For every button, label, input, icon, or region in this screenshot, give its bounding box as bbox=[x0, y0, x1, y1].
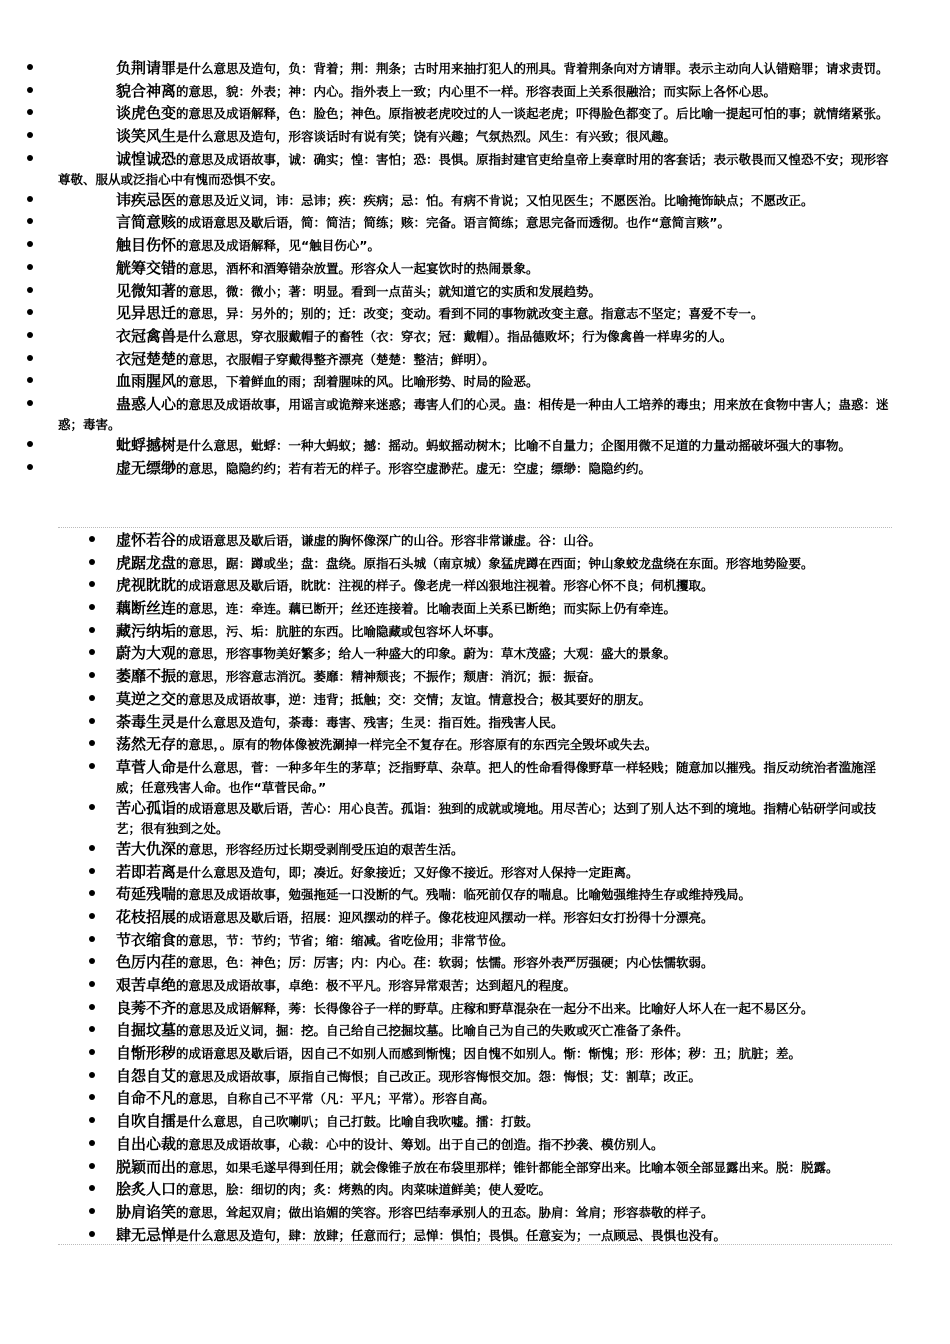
idiom-definition: 的意思及成语故事，卓绝：极不平凡。形容异常艰苦；达到超凡的程度。 bbox=[176, 978, 577, 993]
idiom-term: 谈笑风生 bbox=[116, 127, 177, 146]
list-item bbox=[0, 839, 950, 862]
bullet-icon bbox=[89, 804, 95, 810]
idiom-term: 讳疾忌医 bbox=[116, 190, 177, 209]
list-item bbox=[0, 1043, 950, 1066]
list-item bbox=[0, 1179, 950, 1202]
bullet-icon bbox=[89, 1163, 95, 1169]
list-item bbox=[0, 798, 950, 839]
bullet-icon bbox=[27, 332, 33, 338]
idiom-definition: 的意思，如果毛遂早得到任用；就会像锥子放在布袋里那样；锥针都能全部穿出来。比喻本领全部显露出来。脱：脱露。 bbox=[176, 1159, 839, 1175]
list-item bbox=[0, 394, 950, 435]
idiom-term: 色厉内荏 bbox=[116, 953, 177, 972]
idiom-term: 自吹自擂 bbox=[116, 1112, 177, 1131]
idiom-definition: 的意思及成语故事，勉强拖延一口没断的气。残喘：临死前仅存的喘息。比喻勉强维持生存或维持残局。 bbox=[176, 887, 752, 903]
idiom-term: 藕断丝连 bbox=[116, 599, 177, 618]
bullet-icon bbox=[89, 868, 95, 874]
idiom-term: 蚍蜉撼树 bbox=[116, 435, 177, 454]
idiom-term: 节衣缩食 bbox=[116, 930, 177, 949]
idiom-term: 衣冠楚楚 bbox=[116, 349, 177, 368]
list-item bbox=[0, 190, 950, 213]
idiom-term: 肆无忌惮 bbox=[116, 1225, 177, 1244]
list-item bbox=[0, 1111, 950, 1134]
bullet-icon bbox=[89, 649, 95, 655]
list-item bbox=[0, 1020, 950, 1043]
bullet-icon bbox=[89, 1117, 95, 1123]
idiom-definition: 的意思，节：节约；节省；缩：缩减。省吃俭用；非常节俭。 bbox=[176, 932, 514, 948]
list-item bbox=[0, 952, 950, 975]
idiom-term: 见异思迁 bbox=[116, 304, 177, 323]
bullet-icon bbox=[89, 559, 95, 565]
bullet-icon bbox=[89, 913, 95, 919]
idiom-definition: 是什么意思，穿衣服戴帽子的畜牲（衣：穿衣；冠：戴帽）。指品德败坏；行为像禽兽一样卑劣的人。 bbox=[176, 328, 733, 344]
idiom-term: 自惭形秽 bbox=[116, 1044, 177, 1063]
list-item bbox=[0, 598, 950, 621]
list-item bbox=[0, 907, 950, 930]
idiom-definition: 是什么意思及造句，形容谈话时有说有笑；饶有兴趣；气氛热烈。风生：有兴致；很风趣。 bbox=[176, 129, 677, 145]
list-item bbox=[0, 326, 950, 349]
idiom-definition: 是什么意思，蚍蜉：一种大蚂蚁；撼：摇动。蚂蚁摇动树木；比喻不自量力；企图用微不足道的力量动摇破坏强大的事物。 bbox=[176, 437, 852, 453]
idiom-term: 见微知著 bbox=[116, 281, 177, 300]
bullet-icon bbox=[27, 355, 33, 361]
list-item bbox=[0, 884, 950, 907]
idiom-term: 虎踞龙盘 bbox=[116, 553, 177, 572]
idiom-definition: 的意思，隐隐约约；若有若无的样子。形容空虚渺茫。虚无：空虚；缥缈：隐隐约约。 bbox=[176, 460, 652, 476]
idiom-definition: 的意思及成语解释，莠：长得像谷子一样的野草。庄稼和野草混杂在一起分不出来。比喻好人坏人在一起不易区分。 bbox=[176, 1000, 814, 1016]
idiom-definition: 的意思，踞：蹲或坐；盘：盘绕。原指石头城（南京城）象猛虎蹲在西面；钟山象蛟龙盘绕在东面。形容地势险要。 bbox=[176, 555, 814, 571]
idiom-list-primary bbox=[0, 58, 950, 480]
list-item bbox=[0, 371, 950, 394]
idiom-definition: 的意思，耸起双肩；做出谄媚的笑容。形容巴结奉承别人的丑态。胁肩：耸肩；形容恭敬的样子。 bbox=[176, 1204, 714, 1220]
idiom-term: 艰苦卓绝 bbox=[116, 976, 177, 994]
bullet-icon bbox=[27, 309, 33, 315]
idiom-definition: 的意思及成语故事，逆：违背；抵触；交：交情；友谊。情意投合；极其要好的朋友。 bbox=[176, 691, 652, 707]
idiom-term: 草菅人命 bbox=[116, 757, 177, 776]
list-item bbox=[0, 58, 950, 81]
bullet-icon bbox=[89, 740, 95, 746]
idiom-definition: 的意思，形容经历过长期受剥削受压迫的艰苦生活。 bbox=[176, 841, 464, 857]
bullet-icon bbox=[27, 400, 33, 406]
idiom-definition: 是什么意思及造句，肆：放肆；任意而行；忌惮：惧怕；畏惧。任意妄为；一点顾忌、畏惧也没有。 bbox=[176, 1227, 727, 1243]
idiom-term: 荼毒生灵 bbox=[116, 712, 177, 731]
list-item bbox=[0, 1134, 950, 1157]
bullet-icon bbox=[27, 264, 33, 270]
bullet-icon bbox=[27, 64, 33, 70]
bullet-icon bbox=[27, 196, 33, 202]
bullet-icon bbox=[89, 1185, 95, 1191]
bullet-icon bbox=[89, 1026, 95, 1032]
bullet-icon bbox=[89, 604, 95, 610]
idiom-term: 虎视眈眈 bbox=[116, 576, 177, 595]
idiom-term: 藏污纳垢 bbox=[116, 621, 177, 640]
idiom-term: 荡然无存 bbox=[116, 735, 177, 754]
bullet-icon bbox=[27, 377, 33, 383]
idiom-definition: 是什么意思及造句，即；凑近。好象接近；又好像不接近。形容对人保持一定距离。 bbox=[176, 864, 639, 880]
bullet-icon bbox=[89, 627, 95, 633]
bullet-icon bbox=[89, 718, 95, 724]
list-item bbox=[0, 621, 950, 644]
list-item bbox=[0, 1202, 950, 1225]
list-item bbox=[0, 126, 950, 149]
idiom-term: 萎靡不振 bbox=[116, 667, 177, 686]
list-item bbox=[0, 998, 950, 1021]
idiom-term: 触目伤怀 bbox=[116, 236, 177, 255]
idiom-definition: 的意思及近义词，掘：挖。自己给自己挖掘坟墓。比喻自己为自己的失败或灭亡准备了条件。 bbox=[176, 1023, 689, 1039]
idiom-term: 苦心孤诣 bbox=[116, 798, 177, 817]
idiom-definition: 的意思，下着鲜血的雨；刮着腥味的风。比喻形势、时局的险恶。 bbox=[176, 374, 539, 390]
idiom-definition: 的意思及成语解释，见“触目伤心”。 bbox=[176, 238, 380, 254]
idiom-term: 良莠不齐 bbox=[116, 998, 177, 1017]
list-item bbox=[0, 757, 950, 798]
list-item bbox=[0, 458, 950, 481]
idiom-term: 虚无缥缈 bbox=[116, 458, 177, 477]
idiom-term: 血雨腥风 bbox=[116, 372, 177, 391]
idiom-term: 虚怀若谷 bbox=[116, 531, 177, 549]
bullet-icon bbox=[89, 536, 95, 542]
idiom-term: 自出心裁 bbox=[116, 1134, 177, 1153]
idiom-definition: 是什么意思，自己吹喇叭；自己打鼓。比喻自我吹嘘。擂：打鼓。 bbox=[176, 1114, 539, 1130]
bullet-icon bbox=[89, 981, 95, 987]
idiom-definition: 的意思，衣服帽子穿戴得整齐漂亮（楚楚：整洁；鲜明）。 bbox=[176, 351, 495, 367]
bullet-icon bbox=[89, 1094, 95, 1100]
bullet-icon bbox=[27, 241, 33, 247]
bullet-icon bbox=[27, 109, 33, 115]
idiom-term: 蔚为大观 bbox=[116, 644, 177, 663]
idiom-definition: 的意思及成语故事，用谣言或诡辩来迷惑；毒害人们的心灵。蛊：相传是一种由人工培养的毒虫；用来放在食物中害人；蛊惑：迷惑；毒害。 bbox=[58, 396, 889, 432]
idiom-term: 衣冠禽兽 bbox=[116, 326, 177, 345]
bullet-icon bbox=[27, 287, 33, 293]
idiom-list-secondary bbox=[0, 530, 950, 1247]
idiom-definition: 的意思及近义词，讳：忌讳；疾：疾病；忌：怕。有病不肯说；又怕见医生；不愿医治。比喻掩饰缺点；不愿改正。 bbox=[176, 192, 814, 208]
idiom-term: 自命不凡 bbox=[116, 1089, 177, 1108]
idiom-term: 脍炙人口 bbox=[116, 1180, 177, 1199]
bullet-icon bbox=[27, 441, 33, 447]
idiom-definition: 的成语意思及歇后语，谦虚的胸怀像深广的山谷。形容非常谦虚。谷：山谷。 bbox=[176, 533, 602, 548]
list-item bbox=[0, 281, 950, 304]
idiom-definition: 是什么意思及造句，负：背着；荆：荆条；古时用来抽打犯人的刑具。背着荆条向对方请罪。表示主动向人认错赔罪；请求责罚。 bbox=[176, 61, 889, 76]
idiom-definition: 的成语意思及歇后语，简：简洁；简练；赅：完备。语言简练；意思完备而透彻。也作“意简言赅”。 bbox=[176, 215, 730, 231]
idiom-definition: 的意思，异：另外的；别的；迁：改变；变动。看到不同的事物就改变主意。指意志不坚定；喜爱不专一。 bbox=[176, 306, 764, 322]
section-divider bbox=[58, 527, 892, 528]
bullet-icon bbox=[89, 958, 95, 964]
bullet-icon bbox=[27, 87, 33, 93]
bullet-icon bbox=[27, 218, 33, 224]
idiom-definition: 的意思，形容意志消沉。萎靡：精神颓丧；不振作；颓唐：消沉；振：振奋。 bbox=[176, 669, 602, 685]
bullet-icon bbox=[89, 763, 95, 769]
list-item bbox=[0, 643, 950, 666]
idiom-definition: 是什么意思及造句，荼毒：毒害、残害；生灵：指百姓。指残害人民。 bbox=[176, 714, 564, 730]
bullet-icon bbox=[89, 1004, 95, 1010]
list-item bbox=[0, 734, 950, 757]
bullet-icon bbox=[89, 1072, 95, 1078]
idiom-term: 蛊惑人心 bbox=[116, 394, 177, 413]
idiom-term: 谈虎色变 bbox=[116, 104, 177, 123]
idiom-term: 莫逆之交 bbox=[116, 689, 177, 708]
list-item bbox=[0, 303, 950, 326]
bottom-divider bbox=[58, 1244, 892, 1245]
idiom-definition: 的成语意思及歇后语，招展：迎风摆动的样子。像花枝迎风摆动一样。形容妇女打扮得十分漂亮。 bbox=[176, 909, 714, 925]
idiom-term: 负荆请罪 bbox=[116, 59, 177, 77]
bullet-icon bbox=[27, 155, 33, 161]
bullet-icon bbox=[89, 1140, 95, 1146]
idiom-term: 花枝招展 bbox=[116, 907, 177, 926]
bullet-icon bbox=[89, 672, 95, 678]
bullet-icon bbox=[27, 464, 33, 470]
bullet-icon bbox=[89, 581, 95, 587]
list-item bbox=[0, 103, 950, 126]
idiom-term: 苟延残喘 bbox=[116, 885, 177, 904]
idiom-definition: 的意思，污、垢：肮脏的东西。比喻隐藏或包容坏人坏事。 bbox=[176, 623, 502, 639]
idiom-definition: 的意思及成语故事，诚：确实；惶：害怕；恐：畏惧。原指封建官吏给皇帝上奏章时用的客套话；表示敬畏而又惶恐不安；现形容尊敬、服从或泛指心中有愧而恐惧不安。 bbox=[58, 151, 889, 187]
idiom-definition: 的成语意思及歇后语，苦心：用心良苦。孤诣：独到的成就或境地。用尽苦心；达到了别人达不到的境地。指精心钻研学问或技艺；很有独到之处。 bbox=[116, 800, 877, 836]
idiom-term: 貌合神离 bbox=[116, 81, 177, 100]
list-item bbox=[0, 862, 950, 885]
list-item bbox=[0, 235, 950, 258]
idiom-term: 诚惶诚恐 bbox=[116, 149, 177, 168]
list-item bbox=[0, 149, 950, 190]
idiom-term: 若即若离 bbox=[116, 862, 177, 881]
idiom-definition: 的意思及成语解释，色：脸色；神色。原指被老虎咬过的人一谈起老虎；吓得脸色都变了。后比喻一提起可怕的事；就情绪紧张。 bbox=[176, 106, 889, 122]
list-item bbox=[0, 530, 950, 553]
bullet-icon bbox=[27, 132, 33, 138]
bullet-icon bbox=[89, 936, 95, 942]
idiom-term: 胁肩谄笑 bbox=[116, 1202, 177, 1221]
bullet-icon bbox=[89, 1208, 95, 1214]
list-item bbox=[0, 258, 950, 281]
idiom-definition: 的意思及成语故事，心裁：心中的设计、筹划。出于自己的创造。指不抄袭、模仿别人。 bbox=[176, 1136, 664, 1152]
idiom-definition: 的成语意思及歇后语，因自己不如别人而感到惭愧；因自愧不如别人。惭：惭愧；形：形体；秽：丑；肮脏；差。 bbox=[176, 1046, 802, 1062]
idiom-definition: 的意思，形容事物美好繁多；给人一种盛大的印象。蔚为：草木茂盛；大观：盛大的景象。 bbox=[176, 646, 677, 662]
bullet-icon bbox=[89, 890, 95, 896]
bullet-icon bbox=[89, 1049, 95, 1055]
idiom-definition: 的意思，脍：细切的肉；炙：烤熟的肉。肉菜味道鲜美；使人爱吃。 bbox=[176, 1182, 552, 1198]
idiom-definition: 的意思，色：神色；厉：厉害；内：内心。荏：软弱；怯懦。形容外表严厉强硬；内心怯懦软弱。 bbox=[176, 955, 714, 971]
bullet-icon bbox=[89, 1231, 95, 1237]
list-item bbox=[0, 689, 950, 712]
idiom-definition: 的意思，。原有的物体像被洗涮掉一样完全不复存在。形容原有的东西完全毁坏或失去。 bbox=[176, 737, 658, 753]
idiom-definition: 的意思及成语故事，原指自己悔恨；自己改正。现形容悔恨交加。怨：悔恨；艾：割草；改正。 bbox=[176, 1068, 702, 1084]
idiom-definition: 是什么意思，菅：一种多年生的茅草；泛指野草、杂草。把人的性命看得像野草一样轻贱；随意加以摧残。指反动统治者滥施淫威；任意残害人命。也作“草菅民命。” bbox=[116, 759, 877, 795]
idiom-definition: 的意思，貌：外表；神：内心。指外表上一致；内心里不一样。形容表面上关系很融洽；而实际上各怀心思。 bbox=[176, 83, 777, 99]
list-item bbox=[0, 553, 950, 576]
list-item bbox=[0, 212, 950, 235]
list-item bbox=[0, 666, 950, 689]
idiom-term: 自掘坟墓 bbox=[116, 1021, 177, 1040]
list-item bbox=[0, 1157, 950, 1180]
bullet-icon bbox=[89, 845, 95, 851]
idiom-term: 觥筹交错 bbox=[116, 258, 177, 277]
list-item bbox=[0, 1088, 950, 1111]
list-item bbox=[0, 1066, 950, 1089]
list-item bbox=[0, 575, 950, 598]
idiom-term: 自怨自艾 bbox=[116, 1066, 177, 1085]
idiom-definition: 的成语意思及歇后语，眈眈：注视的样子。像老虎一样凶狠地注视着。形容心怀不良；伺机攫取。 bbox=[176, 578, 714, 594]
list-item bbox=[0, 81, 950, 104]
bullet-icon bbox=[89, 695, 95, 701]
list-item bbox=[0, 712, 950, 735]
idiom-definition: 的意思，微：微小；著：明显。看到一点苗头；就知道它的实质和发展趋势。 bbox=[176, 283, 602, 299]
list-item bbox=[0, 435, 950, 458]
list-item bbox=[0, 930, 950, 953]
idiom-term: 言简意赅 bbox=[116, 213, 177, 232]
idiom-term: 脱颖而出 bbox=[116, 1157, 177, 1176]
idiom-definition: 的意思，酒杯和酒筹错杂放置。形容众人一起宴饮时的热闹景象。 bbox=[176, 260, 539, 276]
idiom-term: 苦大仇深 bbox=[116, 839, 177, 858]
idiom-definition: 的意思，连：牵连。藕已断开；丝还连接着。比喻表面上关系已断绝；而实际上仍有牵连。 bbox=[176, 601, 677, 617]
list-item bbox=[0, 349, 950, 372]
idiom-definition: 的意思，自称自己不平常（凡：平凡；平常）。形容自高。 bbox=[176, 1091, 495, 1107]
list-item bbox=[0, 975, 950, 998]
